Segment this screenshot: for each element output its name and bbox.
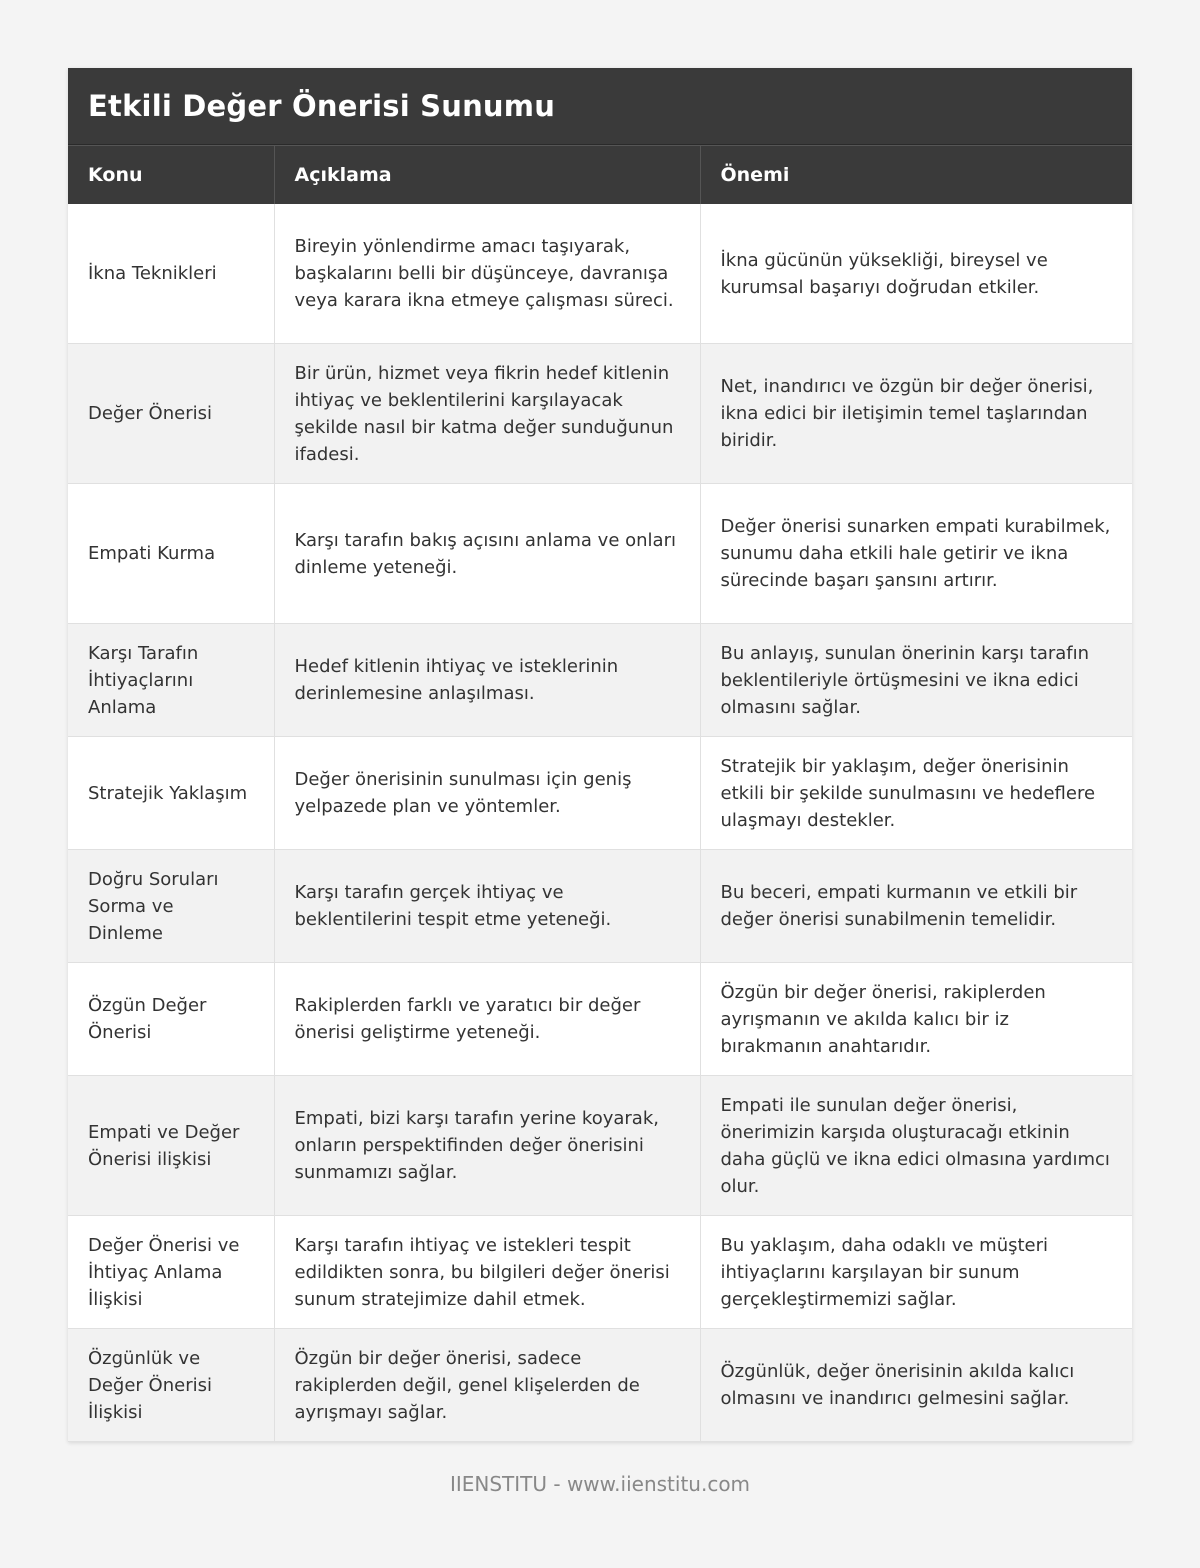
table-row [68,624,1132,737]
page-title: Etkili Değer Önerisi Sunumu [68,68,1132,145]
content-card [68,68,1132,1442]
cell-aciklama: Değer önerisinin sunulması için geniş yelpazede plan ve yöntemler. [274,737,700,850]
column-header-aciklama: Açıklama [274,146,700,205]
cell-konu: Stratejik Yaklaşım [68,737,274,850]
table-row [68,1216,1132,1329]
cell-aciklama: Karşı tarafın ihtiyaç ve istekleri tespit edildikten sonra, bu bilgileri değer önerisi sunum stratejimize dahil etmek. [274,1216,700,1329]
footer-credit: IIENSTITU - www.iienstitu.com [449,1472,751,1496]
cell-onemi: Bu beceri, empati kurmanın ve etkili bir değer önerisi sunabilmenin temelidir. [700,850,1132,963]
cell-konu: Karşı Tarafın İhtiyaçlarını Anlama [68,624,274,737]
cell-onemi: Bu yaklaşım, daha odaklı ve müşteri ihtiyaçlarını karşılayan bir sunum gerçekleştirmemizi sağlar. [700,1216,1132,1329]
cell-aciklama: Özgün bir değer önerisi, sadece rakiplerden değil, genel klişelerden de ayrışmayı sağlar. [274,1329,700,1442]
cell-konu: Değer Önerisi ve İhtiyaç Anlama İlişkisi [68,1216,274,1329]
table-row [68,204,1132,344]
column-header-konu: Konu [68,146,274,205]
table-body [68,204,1132,1442]
cell-onemi: Bu anlayış, sunulan önerinin karşı tarafın beklentileriyle örtüşmesini ve ikna edici olmasını sağlar. [700,624,1132,737]
cell-onemi: Özgün bir değer önerisi, rakiplerden ayrışmanın ve akılda kalıcı bir iz bırakmanın anahtarıdır. [700,963,1132,1076]
table-row [68,484,1132,624]
cell-onemi: Empati ile sunulan değer önerisi, önerimizin karşıda oluşturacağı etkinin daha güçlü ve ikna edici olmasına yardımcı olur. [700,1076,1132,1216]
cell-konu: Özgün Değer Önerisi [68,963,274,1076]
cell-aciklama: Bireyin yönlendirme amacı taşıyarak, başkalarını belli bir düşünceye, davranışa veya karara ikna etmeye çalışması süreci. [274,204,700,344]
table-row [68,344,1132,484]
table-row [68,850,1132,963]
cell-konu: Değer Önerisi [68,344,274,484]
cell-konu: Doğru Soruları Sorma ve Dinleme [68,850,274,963]
cell-aciklama: Bir ürün, hizmet veya fikrin hedef kitlenin ihtiyaç ve beklentilerini karşılayacak şekilde nasıl bir katma değer sunduğunun ifadesi. [274,344,700,484]
cell-onemi: Net, inandırıcı ve özgün bir değer önerisi, ikna edici bir iletişimin temel taşlarından biridir. [700,344,1132,484]
cell-konu: Empati ve Değer Önerisi ilişkisi [68,1076,274,1216]
cell-aciklama: Rakiplerden farklı ve yaratıcı bir değer önerisi geliştirme yeteneği. [274,963,700,1076]
cell-onemi: İkna gücünün yüksekliği, bireysel ve kurumsal başarıyı doğrudan etkiler. [700,204,1132,344]
cell-onemi: Stratejik bir yaklaşım, değer önerisinin etkili bir şekilde sunulmasını ve hedeflere ulaşmayı destekler. [700,737,1132,850]
cell-onemi: Değer önerisi sunarken empati kurabilmek, sunumu daha etkili hale getirir ve ikna sürecinde başarı şansını artırır. [700,484,1132,624]
table-row [68,963,1132,1076]
cell-aciklama: Karşı tarafın bakış açısını anlama ve onları dinleme yeteneği. [274,484,700,624]
column-header-onemi: Önemi [700,146,1132,205]
info-table [68,145,1132,1442]
table-header [68,146,1132,205]
cell-onemi: Özgünlük, değer önerisinin akılda kalıcı olmasını ve inandırıcı gelmesini sağlar. [700,1329,1132,1442]
cell-konu: Özgünlük ve Değer Önerisi İlişkisi [68,1329,274,1442]
table-row [68,737,1132,850]
cell-aciklama: Hedef kitlenin ihtiyaç ve isteklerinin derinlemesine anlaşılması. [274,624,700,737]
cell-aciklama: Empati, bizi karşı tarafın yerine koyarak, onların perspektifinden değer önerisini sunmamızı sağlar. [274,1076,700,1216]
table-row [68,1329,1132,1442]
cell-aciklama: Karşı tarafın gerçek ihtiyaç ve beklentilerini tespit etme yeteneği. [274,850,700,963]
table-row [68,1076,1132,1216]
cell-konu: Empati Kurma [68,484,274,624]
cell-konu: İkna Teknikleri [68,204,274,344]
